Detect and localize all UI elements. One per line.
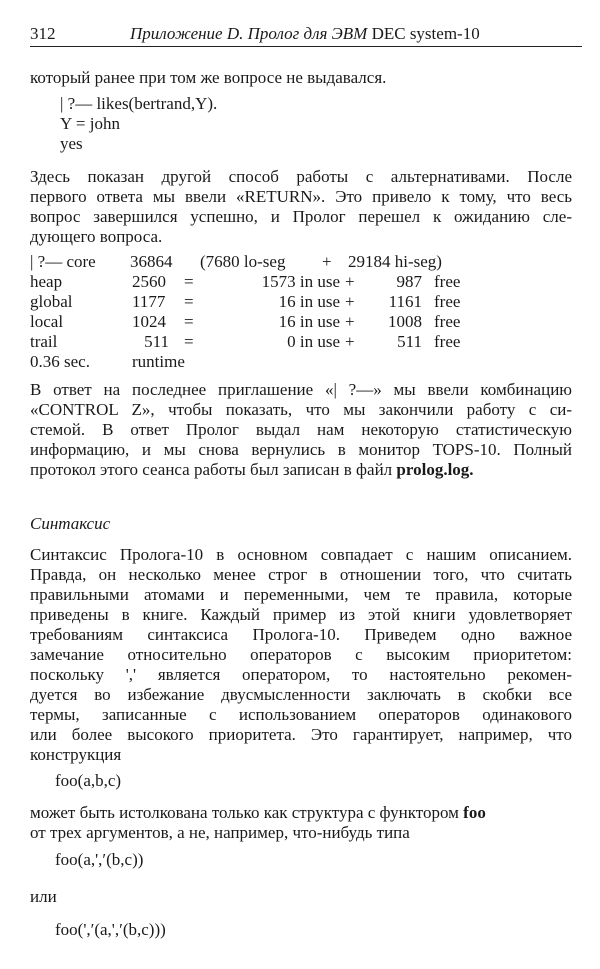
paragraph-line: «CONTROL Z», чтобы показать, что мы закончили работу с си- (30, 400, 572, 419)
paragraph-line: дуется во избежание двусмысленности заключать в скобки все (30, 685, 572, 704)
book-page: 312 Приложение D. Пролог для ЭВМ DEC system-10 который ранее при том же вопросе не выдавался. | ?— likes(bertrand,Y). Y = john yes Здесь показан другой способ работы с альтернативами. После первого ответа мы ввели «RETURN». Это привело к тому, что весь вопрос завершился успешно, и Пролог перешел к ожиданию сле- дующего вопроса. | ?— core 36864 (7680 lo-seg + 29184 hi-seg) heap 2560 = 1573 in use + 987 free global 1177 = 16 in use + 1161 free local 1024 = 16 in use + 1008 free trail 511 = 0 in use + 511 free 0.36 sec. runtime В ответ на последнее приглашение «| ?—» мы ввели комбинацию «CONTROL Z», чтобы показать, что мы закончили работу с си- стемой. В ответ Пролог выдал нам некоторую статистическую информацию, и мы снова вернулись в монитор TOPS-10. Полный протокол этого сеанса работы был записан в файл prolog.log. Синтаксис Синтаксис Пролога-10 в основном совпадает с нашим описанием. Правда, он несколько менее строг в отношении того, что считать правильными атомами и переменными, чем те правила, которые приведены в книге. Каждый пример из этой книги удовлетворяет требованиям синтаксиса Пролога-10. Приведем одно важное замечание относительно операторов с высоким приоритетом: поскольку ',' является оператором, то настоятельно рекомен- дуется во избежание двусмысленности заключать в скобки все термы, записанные с использованием операторов одинакового или более высокого приоритета. Это гарантирует, например, что конструкция foo(a,b,c) может быть истолкована только как структура с функтором foo от трех аргументов, а не, например, что-нибудь типа foo(a,',′(b,c)) или foo(',′(a,',′(b,c))) (0, 0, 600, 969)
running-title: Приложение D. Пролог для ЭВМ DEC system-10 (130, 24, 480, 43)
code-line: | ?— likes(bertrand,Y). (60, 94, 218, 113)
paragraph-line: поскольку ',' является оператором, то настоятельно рекомен- (30, 665, 572, 684)
running-header (30, 22, 582, 47)
paragraph-line: В ответ на последнее приглашение «| ?—» мы ввели комбинацию (30, 380, 572, 399)
paragraph-line: от трех аргументов, а не, например, что-нибудь типа (30, 823, 410, 842)
paragraph-line: приведены в книге. Каждый пример из этой книги удовлетворяет (30, 605, 572, 624)
paragraph-line: вопрос завершился успешно, и Пролог перешел к ожиданию сле- (30, 207, 572, 226)
paragraph-line: который ранее при том же вопросе не выдавался. (30, 68, 387, 87)
filename: prolog.log. (396, 460, 474, 479)
code-line: yes (60, 134, 83, 153)
paragraph-line: требованиям синтаксиса Пролога-10. Приведем одно важное (30, 625, 572, 644)
paragraph-line: или более высокого приоритета. Это гарантирует, например, что (30, 725, 572, 744)
code-line: foo(a,b,c) (55, 771, 122, 790)
paragraph-line: информацию, и мы снова вернулись в монитор TOPS-10. Полный (30, 440, 572, 459)
code-line: foo(',′(a,',′(b,c))) (55, 920, 166, 939)
paragraph-line: первого ответа мы ввели «RETURN». Это привело к тому, что весь (30, 187, 572, 206)
paragraph-line: конструкция (30, 745, 122, 764)
code-line: foo(a,',′(b,c)) (55, 850, 144, 869)
page-number: 312 (30, 24, 56, 43)
paragraph-line: протокол этого сеанса работы был записан в файл prolog.log. (30, 460, 474, 479)
paragraph-line: Правда, он несколько менее строг в отношении того, что считать (30, 565, 572, 584)
code-line: Y = john (60, 114, 120, 133)
section-heading: Синтаксис (30, 514, 111, 533)
paragraph-line: или (30, 887, 57, 906)
paragraph-line: может быть истолкована только как структура с функтором foo (30, 803, 486, 822)
paragraph-line: Синтаксис Пролога-10 в основном совпадает с нашим описанием. (30, 545, 572, 564)
paragraph-line: правильными атомами и переменными, чем те правила, которые (30, 585, 572, 604)
paragraph-line: Здесь показан другой способ работы с альтернативами. После (30, 167, 572, 186)
paragraph-line: стемой. В ответ Пролог выдал нам некоторую статистическую (30, 420, 572, 439)
paragraph-line: дующего вопроса. (30, 227, 163, 246)
functor-name: foo (463, 803, 486, 822)
paragraph-line: термы, записанные с использованием операторов одинакового (30, 705, 572, 724)
paragraph-line: замечание относительно операторов с высоким приоритетом: (30, 645, 572, 664)
